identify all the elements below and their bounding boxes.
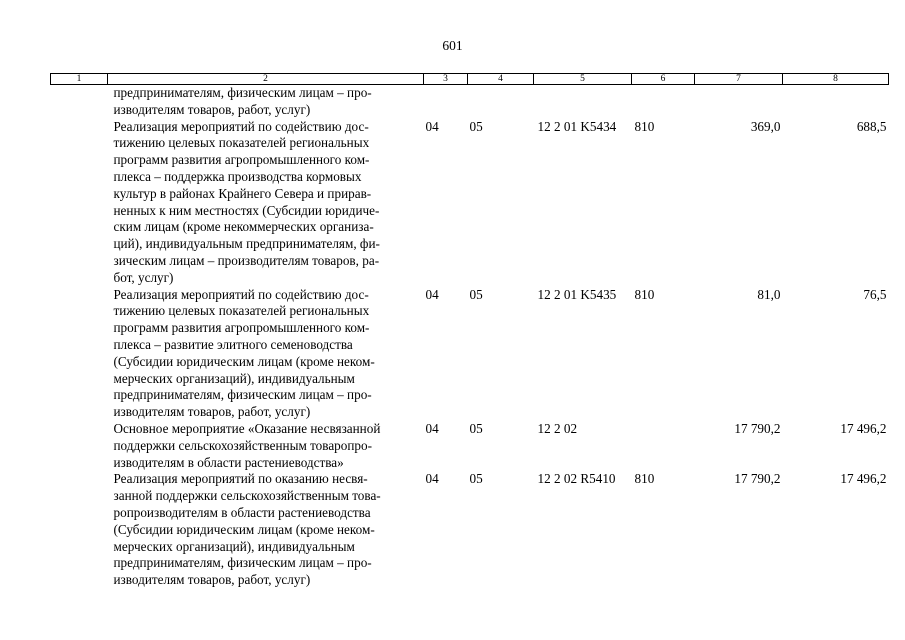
row-amount-year1-cell: 369,0	[750, 118, 781, 134]
row-subsection-cell: 05	[469, 118, 483, 134]
row-target-article-cell: 12 2 01 K5434	[537, 118, 617, 134]
row-name-cell	[108, 471, 424, 589]
row-amount-year2-cell: 76,5	[863, 286, 887, 302]
row-name-line: предпринимателям, физическим лицам – про-	[113, 555, 372, 571]
row-name-line: плекса – развитие элитного семеноводства	[113, 336, 353, 352]
row-name-line: Реализация мероприятий по оказанию несвя-	[113, 471, 368, 487]
row-name-line: Реализация мероприятий по содействию дос-	[113, 286, 369, 302]
col-header-6: 6	[632, 74, 695, 85]
row-amount-year2-cell: 688,5	[856, 118, 887, 134]
row-expense-type-cell: 810	[634, 118, 655, 134]
col-header-4: 4	[468, 74, 534, 85]
row-name-cell	[108, 119, 424, 287]
row-name-line: изводителям в области растениеводства»	[113, 454, 344, 470]
row-amount-year1-cell: 17 790,2	[734, 471, 781, 487]
row-target-article-cell: 12 2 02	[537, 420, 578, 436]
col-header-8: 8	[783, 74, 889, 85]
row-name-line: (Субсидии юридическим лицам (кроме неком-	[113, 353, 375, 369]
table-row	[51, 471, 889, 589]
row-name-cell	[108, 287, 424, 421]
row-target-article-cell: 12 2 02 R5410	[537, 471, 616, 487]
table-row	[51, 287, 889, 421]
table-body	[51, 85, 889, 589]
row-section-cell: 04	[425, 471, 439, 487]
row-name-line: бот, услуг)	[113, 269, 174, 285]
row-name-line: тижению целевых показателей региональных	[113, 135, 370, 151]
row-number-cell	[51, 85, 108, 119]
row-number-cell	[51, 471, 108, 589]
row-name-line: изводителям товаров, работ, услуг)	[113, 404, 311, 420]
budget-table	[50, 73, 889, 589]
row-name-line: плекса – поддержка производства кормовых	[113, 168, 362, 184]
row-name-cell	[108, 85, 424, 119]
row-subsection-cell: 05	[469, 286, 483, 302]
row-target-article-cell	[534, 85, 632, 119]
row-name-line: предпринимателям, физическим лицам – про-	[113, 387, 372, 403]
row-subsection-cell: 05	[469, 471, 483, 487]
row-name-line: ненных к ним местностях (Субсидии юридиче-	[113, 202, 380, 218]
row-name-line: изводителям товаров, работ, услуг)	[113, 572, 311, 588]
table-row	[51, 421, 889, 471]
row-name-line: ропроизводителям в области растениеводства	[113, 504, 371, 520]
page-number: 601	[442, 38, 463, 53]
row-number-cell	[51, 287, 108, 421]
row-name-line: зическим лицам – производителям товаров, ра-	[113, 252, 380, 268]
row-name-line: культур в районах Крайнего Севера и прирав-	[113, 185, 372, 201]
row-name-line: мерческих организаций), индивидуальным	[113, 538, 355, 554]
row-number-cell	[51, 119, 108, 287]
row-amount-year2-cell: 17 496,2	[840, 471, 887, 487]
row-name-cell	[108, 421, 424, 471]
row-name-line: ским лицам (кроме некоммерческих организа-	[113, 219, 374, 235]
row-name-line: изводителям товаров, работ, услуг)	[113, 101, 311, 117]
row-name-line: Основное мероприятие «Оказание несвязанной	[113, 420, 381, 436]
row-name-line: программ развития агропромышленного ком-	[113, 152, 370, 168]
row-section-cell	[424, 85, 468, 119]
row-name-line: ций), индивидуальным предпринимателям, фи-	[113, 236, 380, 252]
col-header-3: 3	[424, 74, 468, 85]
row-amount-year1-cell: 17 790,2	[734, 420, 781, 436]
row-expense-type-cell: 810	[634, 286, 655, 302]
row-section-cell: 04	[425, 286, 439, 302]
row-amount-year1-cell	[695, 85, 783, 119]
column-number-header	[51, 74, 889, 85]
col-header-1: 1	[51, 74, 108, 85]
row-target-article-cell: 12 2 01 K5435	[537, 286, 617, 302]
row-name-line: поддержки сельскохозяйственным товаропро-	[113, 437, 372, 453]
col-header-2: 2	[108, 74, 424, 85]
row-expense-type-cell: 810	[634, 471, 655, 487]
row-name-line: мерческих организаций), индивидуальным	[113, 370, 355, 386]
row-section-cell: 04	[425, 420, 439, 436]
table-row	[51, 85, 889, 119]
row-section-cell: 04	[425, 118, 439, 134]
row-name-line: занной поддержки сельскохозяйственным това-	[113, 488, 381, 504]
row-subsection-cell: 05	[469, 420, 483, 436]
row-amount-year1-cell: 81,0	[757, 286, 781, 302]
col-header-5: 5	[534, 74, 632, 85]
row-name-line: предпринимателям, физическим лицам – про-	[113, 85, 372, 100]
row-name-line: тижению целевых показателей региональных	[113, 303, 370, 319]
table-row	[51, 119, 889, 287]
row-name-line: программ развития агропромышленного ком-	[113, 320, 370, 336]
row-number-cell	[51, 421, 108, 471]
row-expense-type-cell	[632, 421, 695, 471]
row-name-line: Реализация мероприятий по содействию дос-	[113, 118, 369, 134]
row-amount-year2-cell	[783, 85, 889, 119]
row-amount-year2-cell: 17 496,2	[840, 420, 887, 436]
row-subsection-cell	[468, 85, 534, 119]
col-header-7: 7	[695, 74, 783, 85]
row-name-line: (Субсидии юридическим лицам (кроме неком-	[113, 521, 375, 537]
row-expense-type-cell	[632, 85, 695, 119]
